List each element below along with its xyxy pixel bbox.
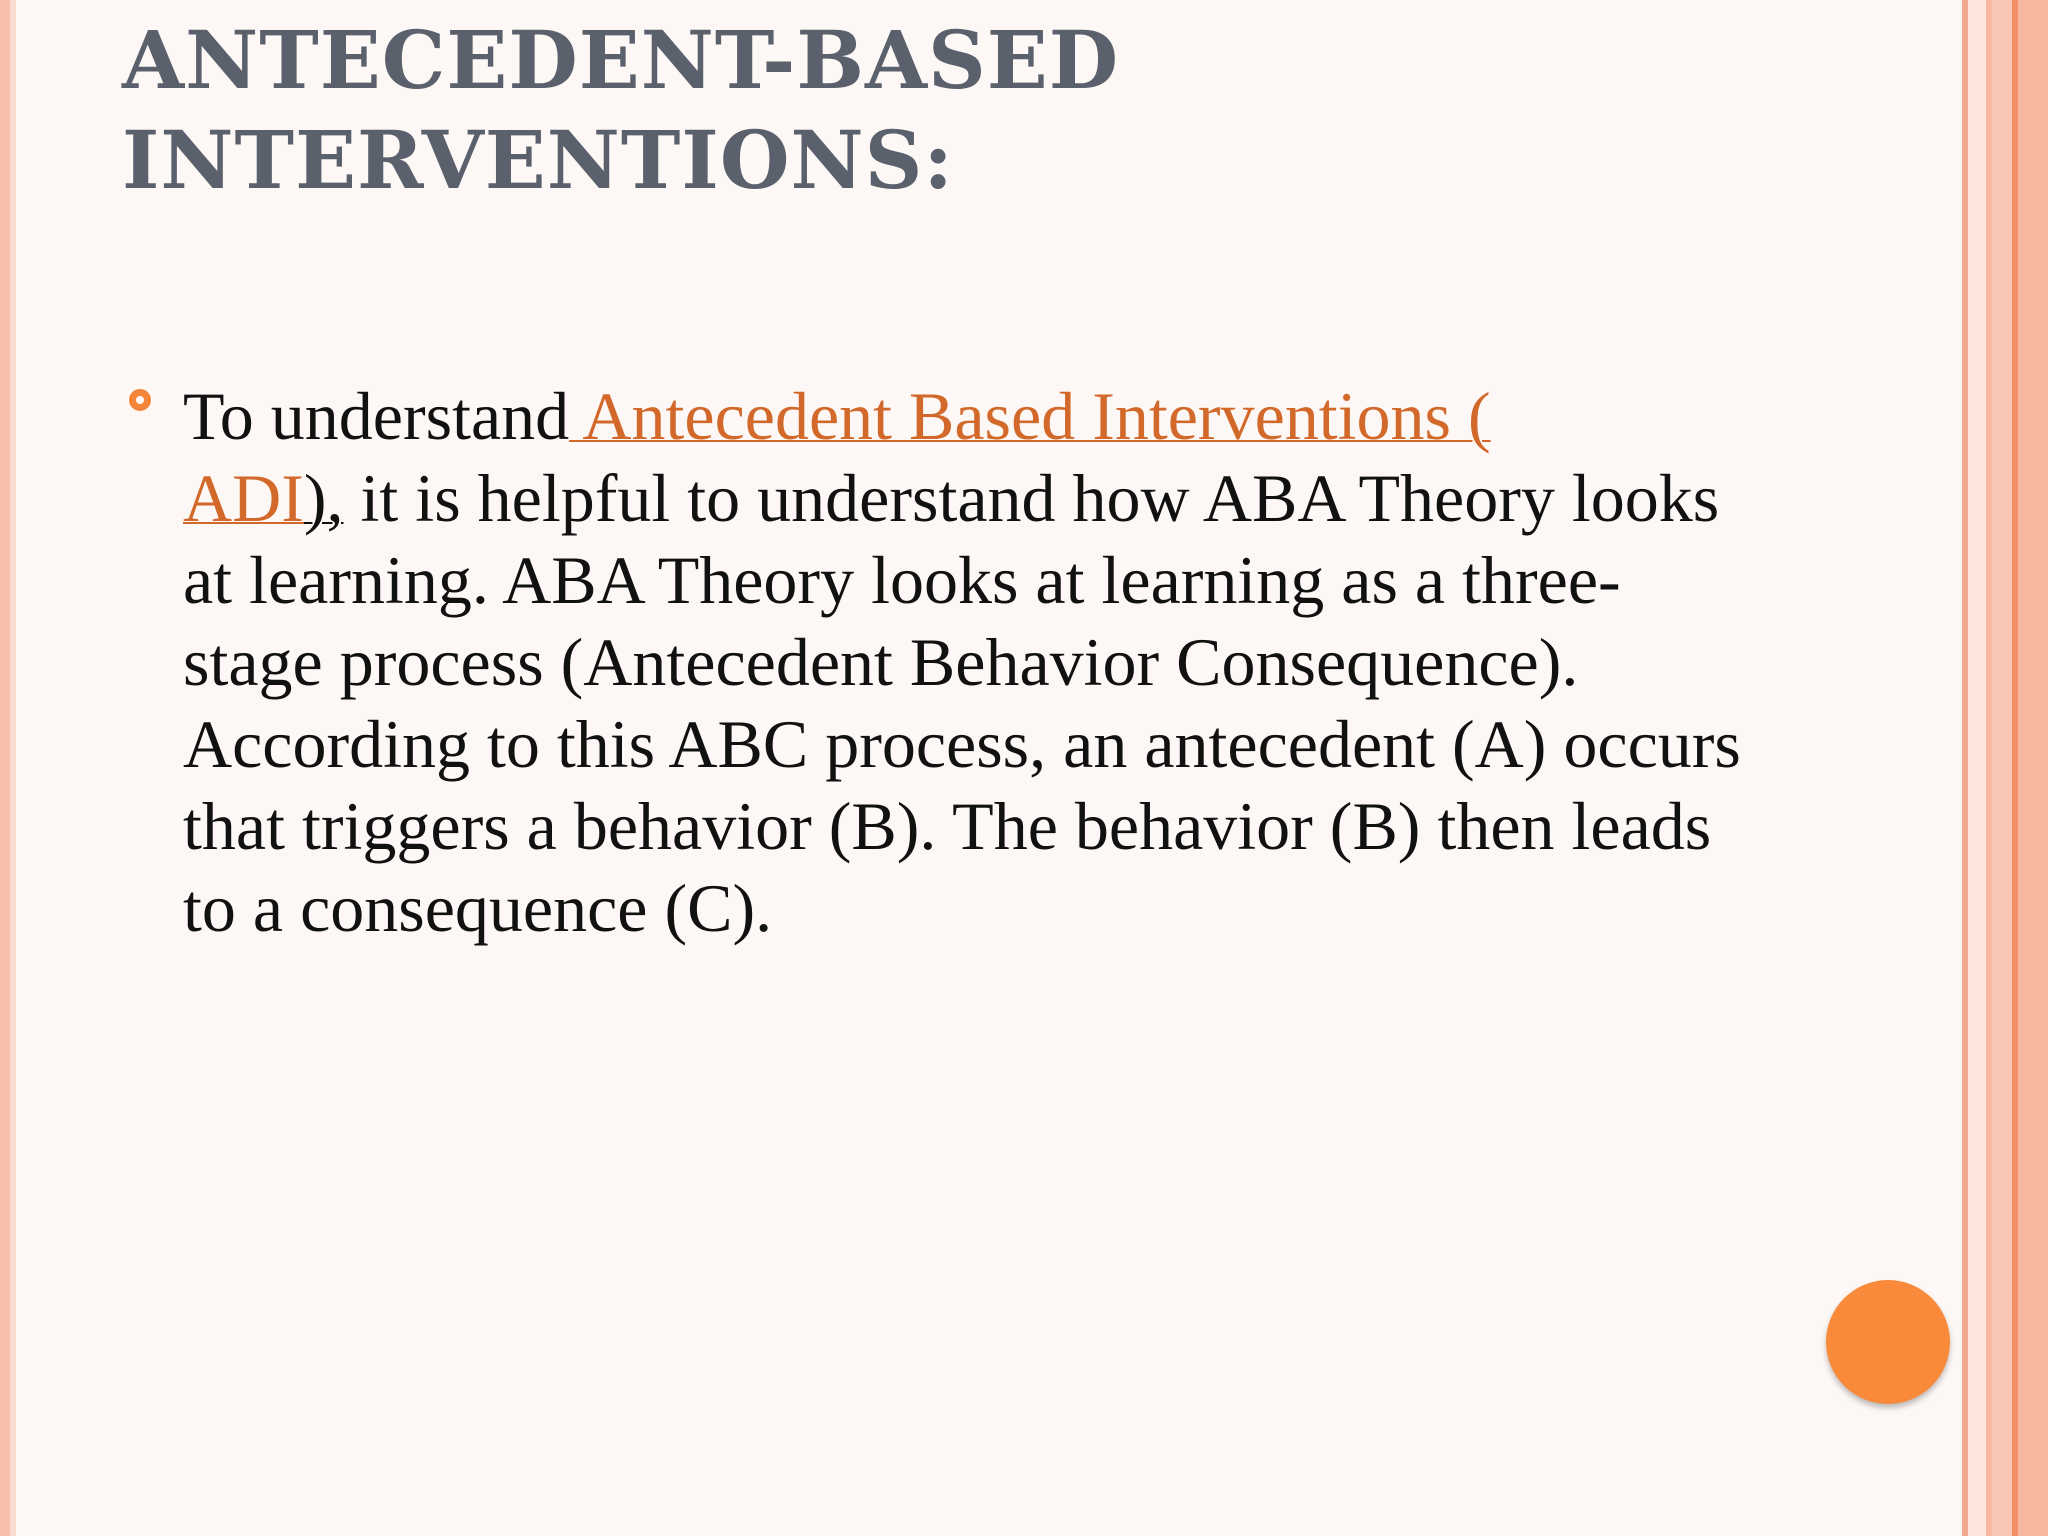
right-stripe xyxy=(2018,0,2048,1536)
left-border-stripe-inner xyxy=(10,0,16,1536)
bullet-intro-text: To understand xyxy=(183,378,570,454)
bullet-circle-icon xyxy=(129,389,151,411)
right-stripe xyxy=(1968,0,1986,1536)
bullet-paragraph xyxy=(183,375,1743,949)
bullet-body-text: it is helpful to understand how ABA Theory looks at learning. ABA Theory looks at learning as a three-stage process (Antecedent Behavior Consequence). According to this ABC process, an antecedent (A) occurs that triggers a behavior (B). The behavior (B) then leads to a consequence (C). xyxy=(183,460,1741,946)
slide-title-line-1: ANTECEDENT-BASED xyxy=(122,13,1120,107)
adi-link-continued[interactable]: ADI xyxy=(183,460,304,536)
adi-link-tail[interactable]: ), xyxy=(303,460,344,536)
orange-circle-button-icon[interactable] xyxy=(1826,1280,1950,1404)
slide-title xyxy=(122,10,1622,210)
slide-title-line-2: INTERVENTIONS: xyxy=(122,113,954,207)
adi-link[interactable]: Antecedent Based Interventions ( xyxy=(569,378,1491,454)
left-border-stripe xyxy=(0,0,10,1536)
right-stripe xyxy=(1992,0,2012,1536)
